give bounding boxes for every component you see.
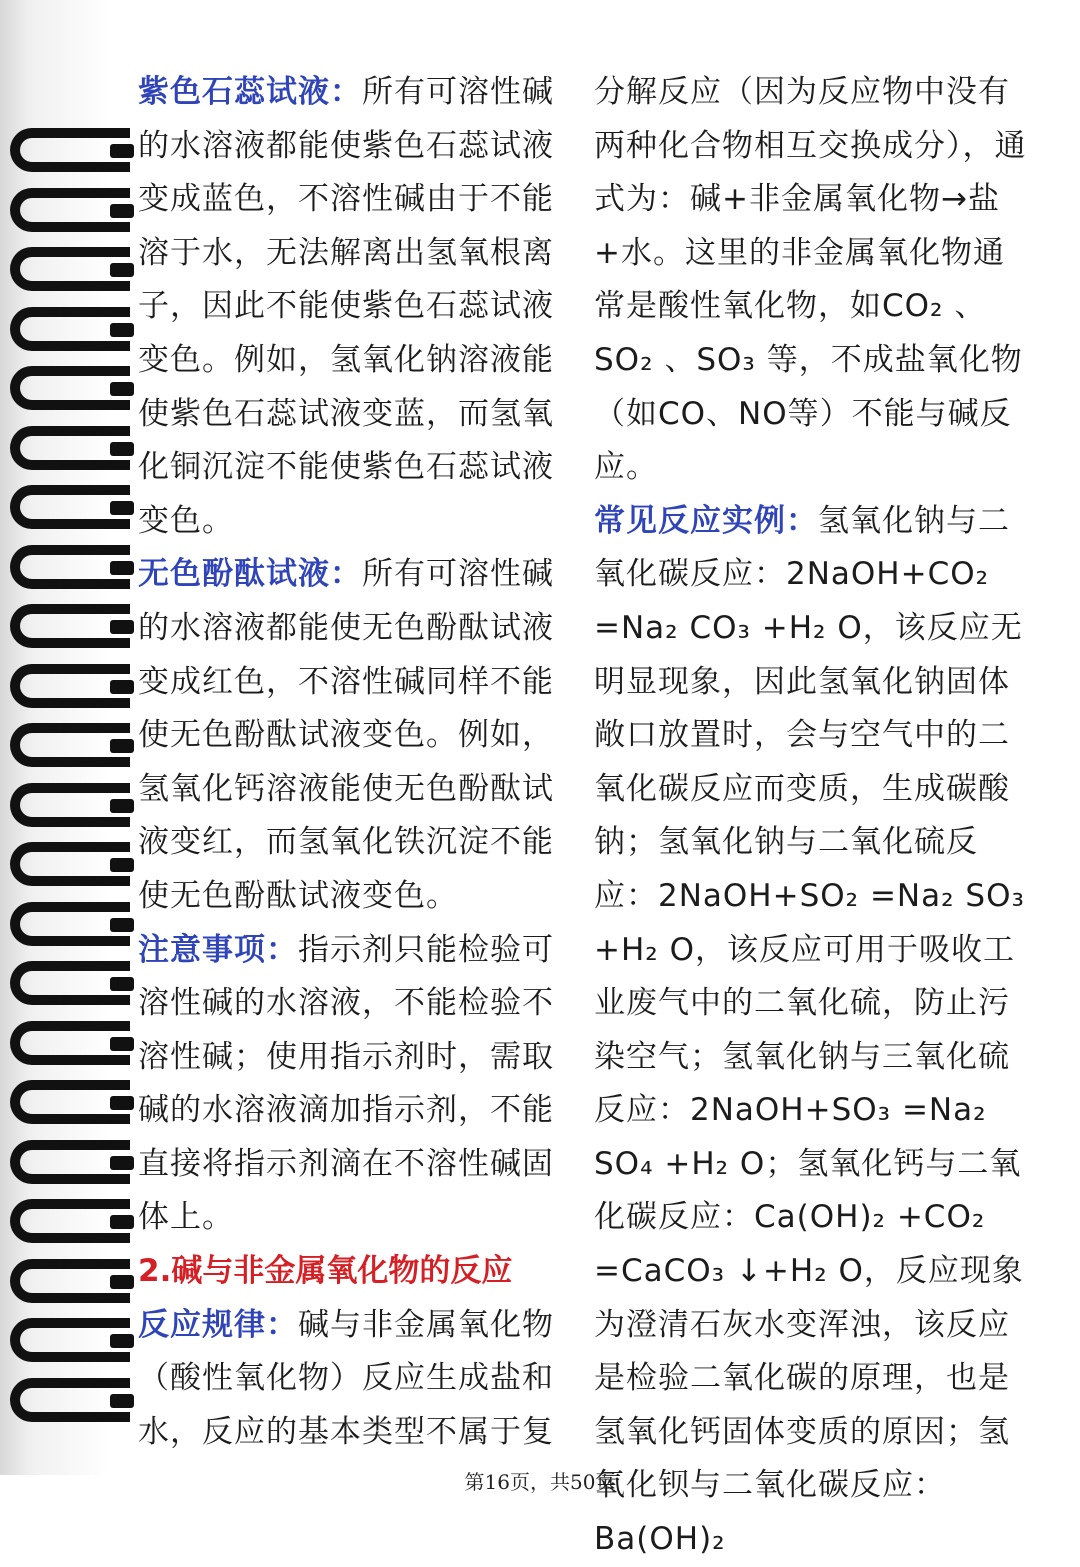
litmus-text: 所有可溶性碱的水溶液都能使紫色石蕊试液变成蓝色，不溶性碱由于不能溶于水，无法解离出氢氧根离子，因此不能使紫色石蕊试液变色。例如，氢氧化钠溶液能使紫色石蕊试液变蓝，而氢氧化铜沉淀不能使紫色石蕊试液变色。	[138, 74, 554, 539]
binding-ring	[10, 307, 130, 351]
binding-ring	[10, 545, 130, 589]
litmus-keyword: 紫色石蕊试液：	[138, 74, 362, 110]
binding-ring	[10, 366, 130, 410]
rule-continued-paragraph: 分解反应（因为反应物中没有两种化合物相互交换成分），通式为：碱+非金属氧化物→盐+水。这里的非金属氧化物通常是酸性氧化物，如CO₂ 、SO₂ 、SO₃ 等，不成盐氧化物（如CO、NO等）不能与碱反应。	[594, 74, 1027, 486]
binding-ring	[10, 1080, 130, 1124]
binding-ring	[10, 426, 130, 470]
binding-ring	[10, 128, 130, 172]
rule-keyword: 反应规律：	[138, 1306, 298, 1343]
binding-ring	[10, 1199, 130, 1243]
binding-ring	[10, 188, 130, 232]
rule-paragraph	[138, 1299, 568, 1460]
binding-ring	[10, 1021, 130, 1065]
binding-ring	[10, 247, 130, 291]
rule-text: 碱与非金属氧化物（酸性氧化物）反应生成盐和水，反应的基本类型不属于复	[138, 1306, 554, 1450]
binding-ring	[10, 604, 130, 648]
binding-ring	[10, 842, 130, 886]
binding-ring	[10, 1140, 130, 1184]
binding-ring	[10, 902, 130, 946]
phenolphthalein-paragraph	[138, 548, 568, 923]
binding-ring	[10, 1318, 130, 1362]
examples-keyword: 常见反应实例：	[594, 502, 818, 539]
left-column	[138, 66, 568, 1459]
spiral-binding	[0, 0, 140, 1475]
binding-ring	[10, 485, 130, 529]
section-heading: 2.碱与非金属氧化物的反应	[138, 1253, 513, 1290]
notes-paragraph	[138, 924, 568, 1246]
binding-ring	[10, 1378, 130, 1422]
binding-ring	[10, 1259, 130, 1303]
litmus-paragraph	[138, 66, 568, 548]
phenolphthalein-keyword: 无色酚酞试液：	[138, 556, 362, 593]
examples-text: 氢氧化钠与二氧化碳反应：2NaOH+CO₂ =Na₂ CO₃ +H₂ O，该反应无明显现象，因此氢氧化钠固体敞口放置时，会与空气中的二氧化碳反应而变质，生成碳酸钠；氢氧化钠与二氧化硫反应：2NaOH+SO₂ =Na₂ SO₃ +H₂ O，该反应可用于吸收工业废气中的二氧化硫，防止污染空气；氢氧化钠与三氧化硫反应：2NaOH+SO₃ =Na₂ SO₄ +H₂ O；氢氧化钙与二氧化碳反应：Ca(OH)₂ +CO₂ =CaCO₃ ↓+H₂ O，反应现象为澄清石灰水变浑浊，该反应是检验二氧化碳的原理，也是氢氧化钙固体变质的原因；氢氧化钡与二氧化碳反应：Ba(OH)₂	[594, 502, 1025, 1558]
binding-ring	[10, 723, 130, 767]
right-column	[594, 66, 1032, 1567]
notes-keyword: 注意事项：	[138, 931, 298, 968]
binding-ring	[10, 664, 130, 708]
page-number: 第16页，共50页	[464, 1470, 616, 1494]
binding-ring	[10, 961, 130, 1005]
binding-ring	[10, 783, 130, 827]
examples-paragraph	[594, 495, 1032, 1567]
notes-text: 指示剂只能检验可溶性碱的水溶液，不能检验不溶性碱；使用指示剂时，需取碱的水溶液滴加指示剂，不能直接将指示剂滴在不溶性碱固体上。	[138, 931, 554, 1236]
phenolphthalein-text: 所有可溶性碱的水溶液都能使无色酚酞试液变成红色，不溶性碱同样不能使无色酚酞试液变色。例如，氢氧化钙溶液能使无色酚酞试液变红，而氢氧化铁沉淀不能使无色酚酞试液变色。	[138, 556, 554, 914]
